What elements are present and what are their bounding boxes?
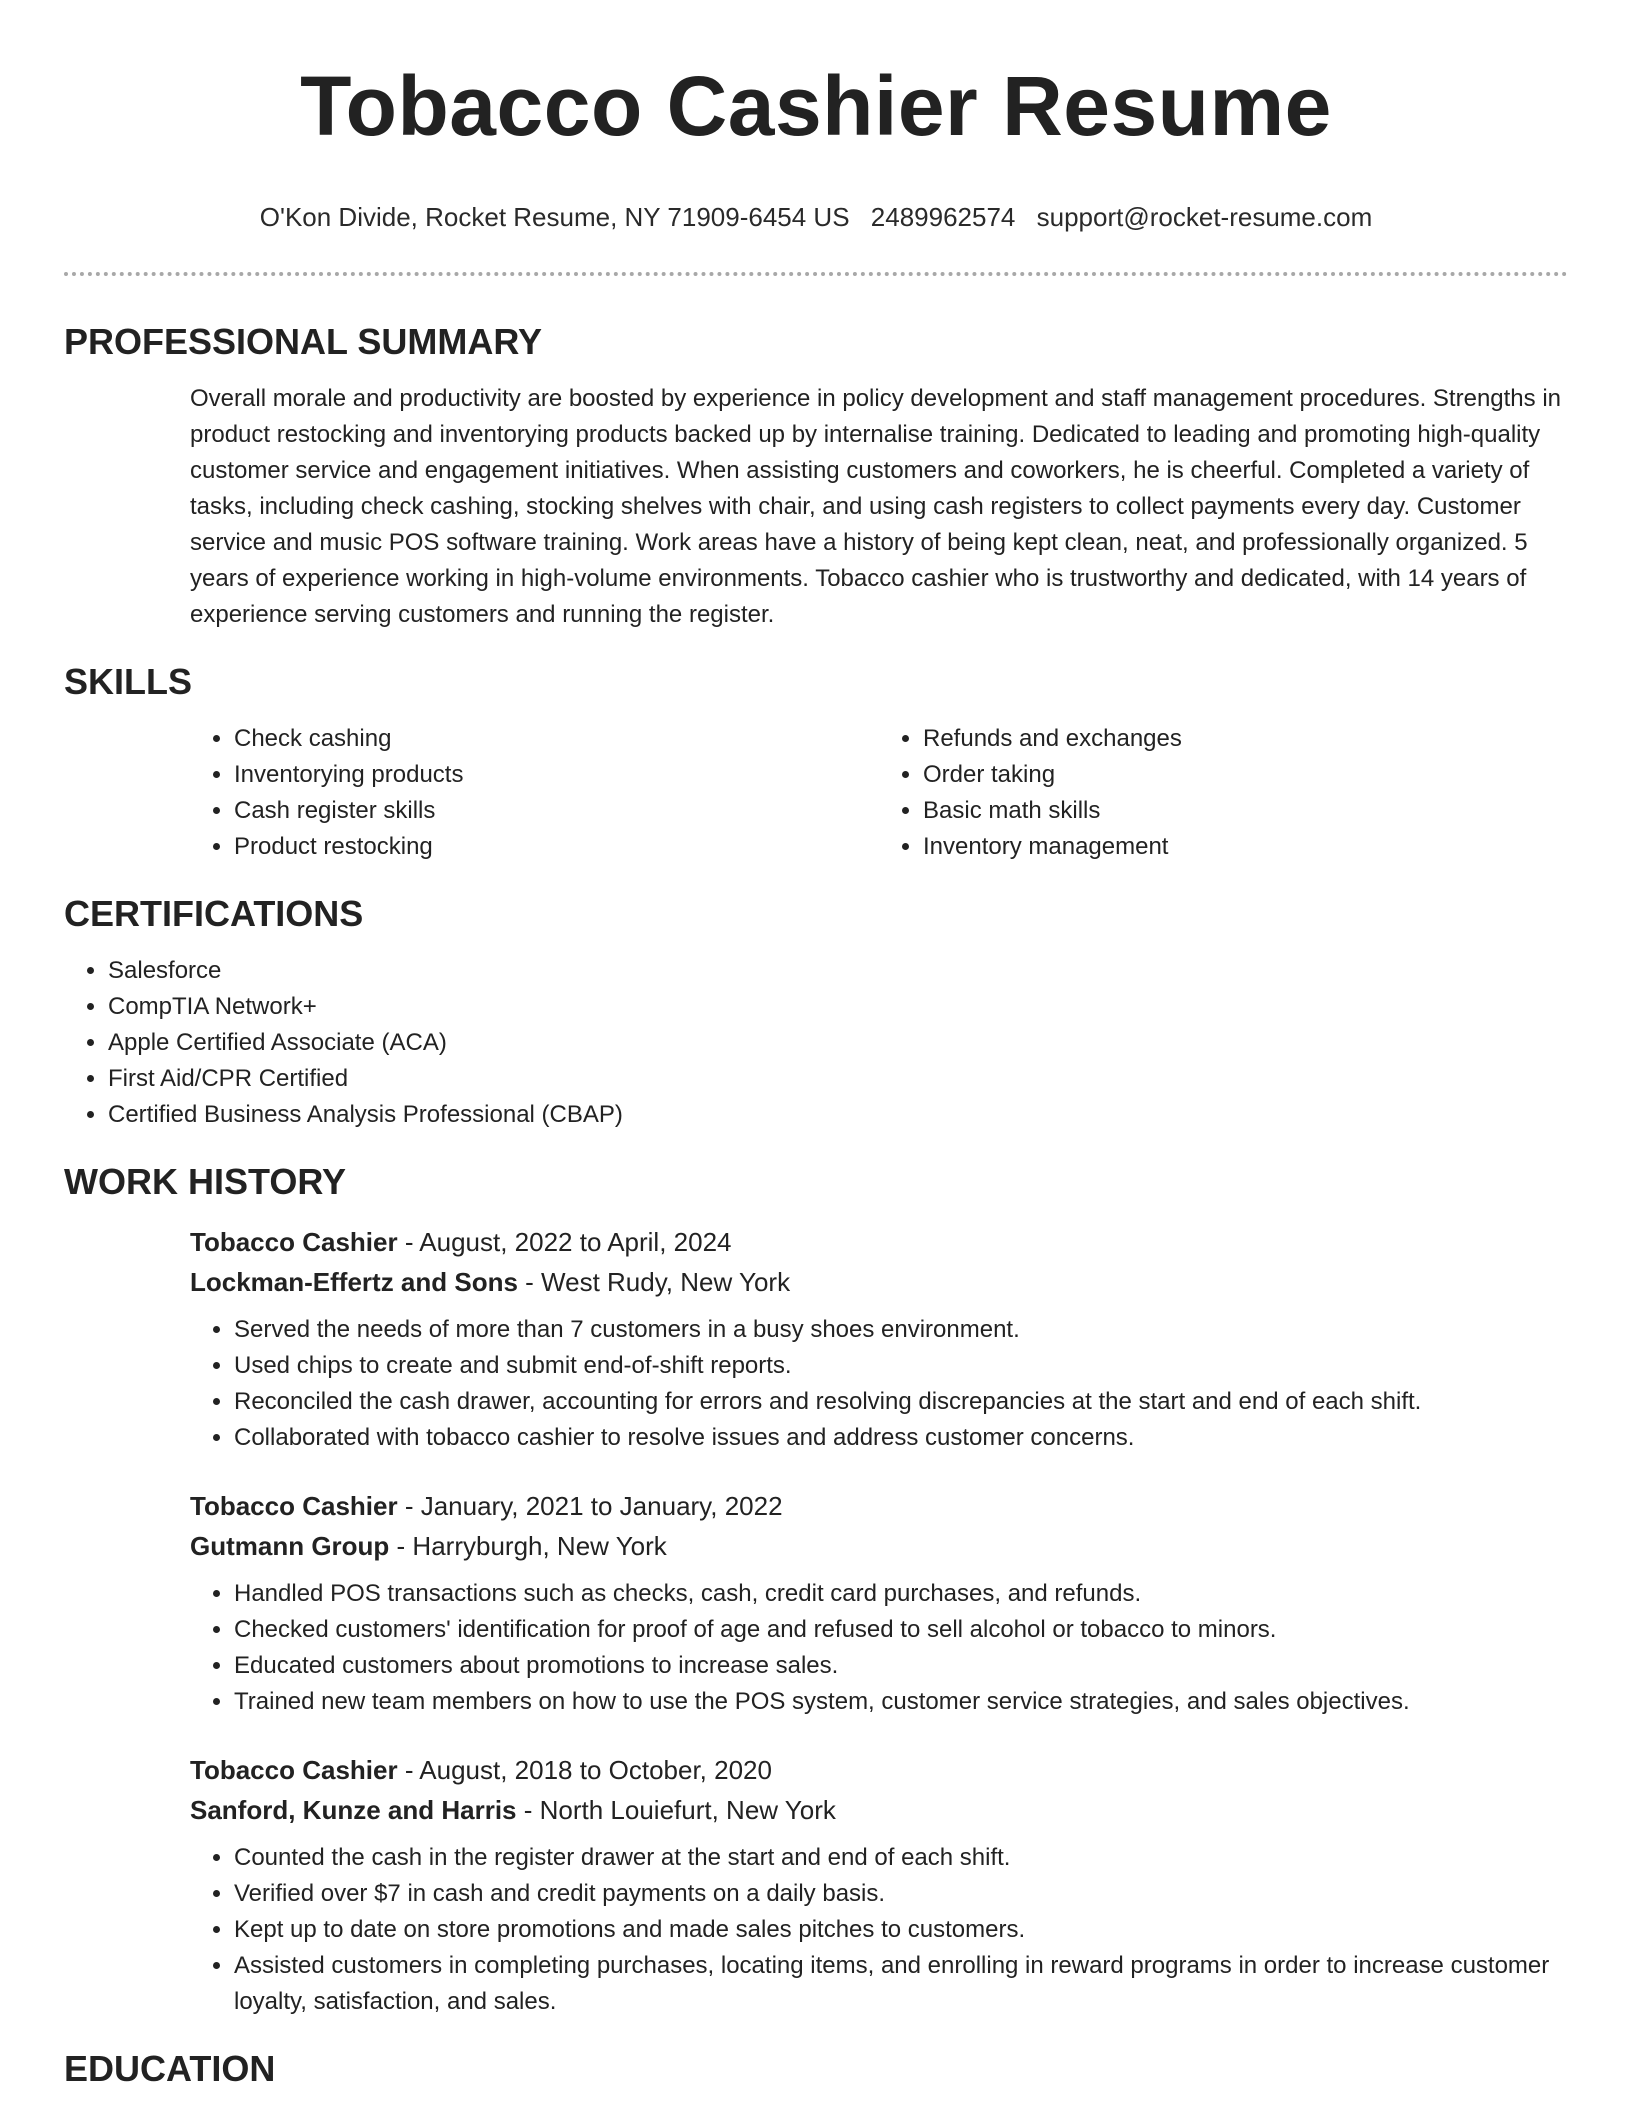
job-location: - Harryburgh, New York xyxy=(389,1531,667,1561)
job-entry xyxy=(190,1486,1568,1720)
job-entry xyxy=(190,1750,1568,2020)
job-title: Tobacco Cashier xyxy=(190,1755,398,1785)
job-title: Tobacco Cashier xyxy=(190,1491,398,1521)
certification-item: • Salesforce xyxy=(108,953,1568,989)
certifications-heading: CERTIFICATIONS xyxy=(64,893,364,934)
job-title-line xyxy=(190,1486,1568,1526)
education-heading: EDUCATION xyxy=(64,2048,276,2089)
contact-line xyxy=(64,200,1568,234)
header-divider xyxy=(64,272,1568,276)
job-bullet: • Reconciled the cash drawer, accounting for errors and resolving discrepancies at the start and end of each shift. xyxy=(234,1384,1568,1420)
job-bullets xyxy=(190,1576,1568,1720)
job-bullet: • Educated customers about promotions to increase sales. xyxy=(234,1648,1568,1684)
certification-item: • CompTIA Network+ xyxy=(108,989,1568,1025)
job-bullets xyxy=(190,1312,1568,1456)
job-bullet: • Collaborated with tobacco cashier to resolve issues and address customer concerns. xyxy=(234,1420,1568,1456)
summary-heading: PROFESSIONAL SUMMARY xyxy=(64,321,543,362)
skill-item: • Product restocking xyxy=(234,829,879,865)
job-company: Lockman-Effertz and Sons xyxy=(190,1267,518,1297)
skills-heading: SKILLS xyxy=(64,661,193,702)
work-history-section xyxy=(64,1160,1568,2020)
job-location: - North Louiefurt, New York xyxy=(516,1795,836,1825)
job-entry xyxy=(190,1222,1568,1456)
job-dates: - August, 2022 to April, 2024 xyxy=(397,1227,732,1257)
summary-text: Overall morale and productivity are boosted by experience in policy development and staff management procedures. Strengths in product restocking and inventorying products backed up by internalise training. Dedicated to leading and promoting high-quality customer service and engagement initiatives. When assisting customers and coworkers, he is cheerful. Completed a variety of tasks, including check cashing, stocking shelves with chair, and using cash registers to collect payments every day. Customer service and music POS software training. Work areas have a history of being kept clean, neat, and professionally organized. 5 years of experience working in high-volume environments. Tobacco cashier who is trustworthy and dedicated, with 14 years of experience serving customers and running the register. xyxy=(190,385,1561,628)
certification-item: • Apple Certified Associate (ACA) xyxy=(108,1025,1568,1061)
job-company-line xyxy=(190,1790,1568,1830)
job-company: Sanford, Kunze and Harris xyxy=(190,1795,517,1825)
job-bullet: • Served the needs of more than 7 customers in a busy shoes environment. xyxy=(234,1312,1568,1348)
job-title-line xyxy=(190,1222,1568,1262)
contact-phone: 2489962574 xyxy=(870,202,1016,232)
skills-right-list xyxy=(879,721,1568,865)
job-bullet: • Checked customers' identification for proof of age and refused to sell alcohol or tobacco to minors. xyxy=(234,1612,1568,1648)
job-bullet: • Kept up to date on store promotions and made sales pitches to customers. xyxy=(234,1912,1568,1948)
skill-item: • Inventory management xyxy=(923,829,1568,865)
skill-item: • Basic math skills xyxy=(923,793,1568,829)
job-bullet: • Used chips to create and submit end-of-shift reports. xyxy=(234,1348,1568,1384)
contact-email: support@rocket-resume.com xyxy=(1036,202,1373,232)
contact-address: O'Kon Divide, Rocket Resume, NY 71909-6454 US xyxy=(259,202,850,232)
job-title-line xyxy=(190,1750,1568,1790)
education-section xyxy=(64,2047,1568,2091)
job-bullet: • Trained new team members on how to use the POS system, customer service strategies, and sales objectives. xyxy=(234,1684,1568,1720)
job-location: - West Rudy, New York xyxy=(517,1267,791,1297)
job-bullet: • Assisted customers in completing purchases, locating items, and enrolling in reward programs in order to increase customer loyalty, satisfaction, and sales. xyxy=(234,1948,1568,2020)
skills-left-list xyxy=(190,721,879,865)
job-bullets xyxy=(190,1840,1568,2020)
certification-item: • Certified Business Analysis Professional (CBAP) xyxy=(108,1097,1568,1133)
work-history-heading: WORK HISTORY xyxy=(64,1161,347,1202)
resume-title: Tobacco Cashier Resume xyxy=(300,59,1332,153)
skill-item: • Refunds and exchanges xyxy=(923,721,1568,757)
job-company-line xyxy=(190,1262,1568,1302)
certification-item: • First Aid/CPR Certified xyxy=(108,1061,1568,1097)
job-bullet: • Handled POS transactions such as checks, cash, credit card purchases, and refunds. xyxy=(234,1576,1568,1612)
skill-item: • Inventorying products xyxy=(234,757,879,793)
job-bullet: • Verified over $7 in cash and credit payments on a daily basis. xyxy=(234,1876,1568,1912)
job-bullet: • Counted the cash in the register drawer at the start and end of each shift. xyxy=(234,1840,1568,1876)
job-company: Gutmann Group xyxy=(190,1531,390,1561)
job-dates: - August, 2018 to October, 2020 xyxy=(397,1755,772,1785)
job-company-line xyxy=(190,1526,1568,1566)
skills-grid xyxy=(190,721,1568,865)
skills-section xyxy=(64,660,1568,865)
resume-page xyxy=(64,0,1568,2091)
certifications-list xyxy=(64,953,1568,1133)
summary-section xyxy=(64,320,1568,633)
skill-item: • Cash register skills xyxy=(234,793,879,829)
skill-item: • Check cashing xyxy=(234,721,879,757)
job-dates: - January, 2021 to January, 2022 xyxy=(397,1491,783,1521)
job-title: Tobacco Cashier xyxy=(190,1227,398,1257)
skill-item: • Order taking xyxy=(923,757,1568,793)
certifications-section xyxy=(64,892,1568,1133)
